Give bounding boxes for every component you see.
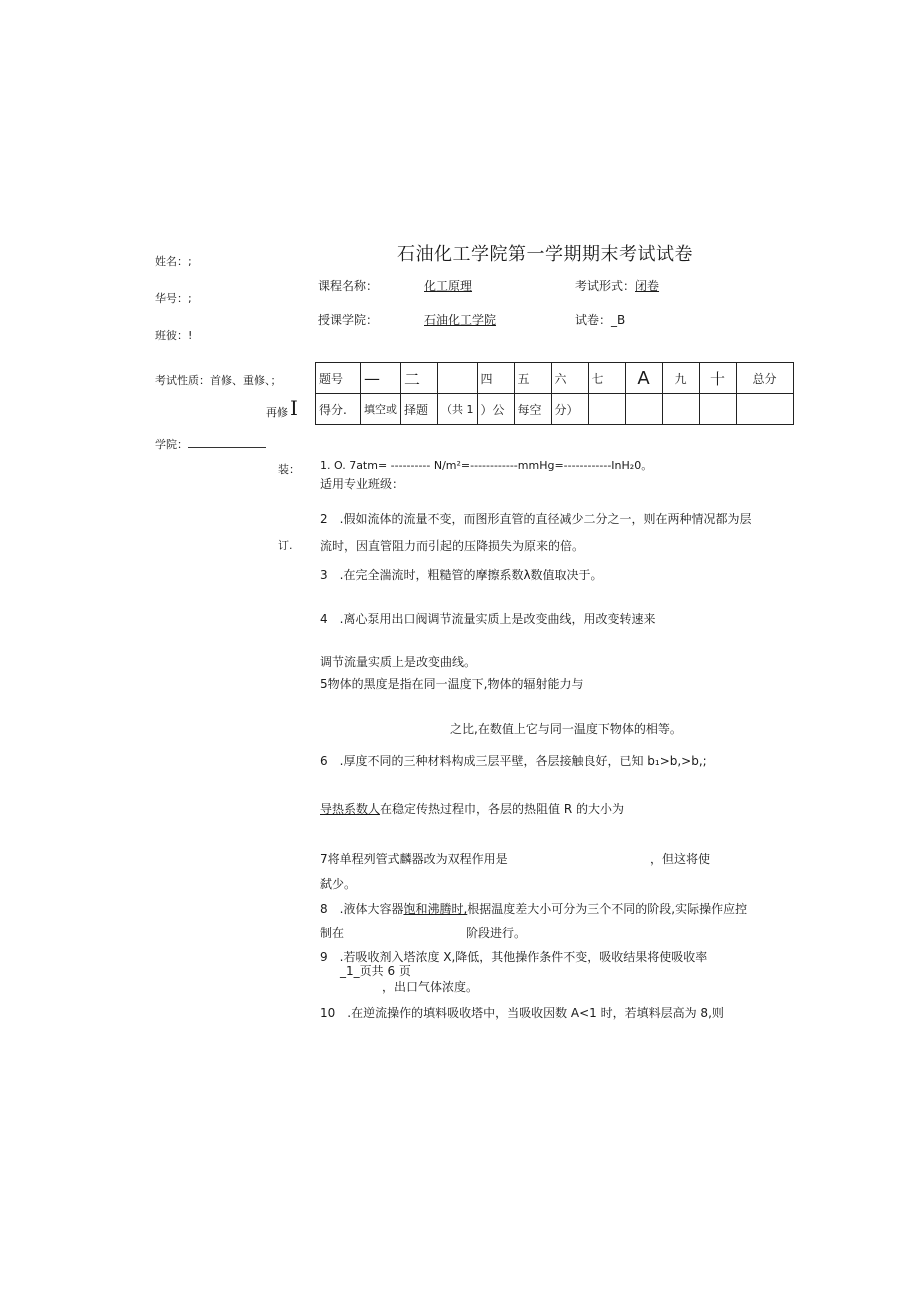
header-cell: 题号 bbox=[316, 363, 361, 394]
score-cell: 填空或 bbox=[361, 394, 401, 425]
college-label bbox=[155, 436, 266, 452]
question-7-line-2: 弑少。 bbox=[320, 877, 357, 891]
retake-mark: I bbox=[290, 396, 298, 420]
header-cell: — bbox=[361, 363, 401, 394]
header-cell: 四 bbox=[477, 363, 514, 394]
question-6-line-2 bbox=[320, 800, 624, 817]
course-name-value: 化工原理 bbox=[424, 279, 473, 293]
score-cell: （共 1 bbox=[438, 394, 478, 425]
score-cell: 分） bbox=[551, 394, 588, 425]
question-2-line-1: 2 .假如流体的流量不变，而图形直管的直径减少二分之一，则在两种情况都为层 bbox=[320, 512, 752, 526]
header-cell: A bbox=[625, 363, 662, 394]
question-7-line-1: 7将单程列管式麟器改为双程作用是 bbox=[320, 852, 508, 866]
header-cell: 十 bbox=[699, 363, 736, 394]
binding-mark-2: 订. bbox=[278, 539, 293, 552]
exam-nature-label: 考试性质：首修、重修、； bbox=[155, 374, 282, 387]
score-table bbox=[315, 362, 794, 425]
page-number: _1_页共 6 页 bbox=[340, 964, 411, 978]
college-blank bbox=[188, 437, 266, 448]
exam-form-label: 考试形式： bbox=[575, 279, 636, 293]
question-8-line-1 bbox=[320, 900, 747, 917]
question-8-line-2-end: 阶段进行。 bbox=[466, 926, 527, 940]
school-label: 授课学院： bbox=[318, 313, 379, 327]
question-3: 3 .在完全湍流时，粗糙管的摩擦系数λ数值取决于。 bbox=[320, 568, 603, 582]
question-6-line-1: 6 .厚度不同的三种材料构成三层平壁，各层接触良好，已知 b₁>b,>b,; bbox=[320, 754, 707, 768]
applicable-classes-label: 适用专业班级： bbox=[320, 477, 405, 491]
score-table-row-scores bbox=[316, 394, 794, 425]
score-table-row-questions bbox=[316, 363, 794, 394]
binding-mark-1: 装： bbox=[278, 463, 300, 476]
score-cell bbox=[662, 394, 699, 425]
course-name-label: 课程名称： bbox=[318, 279, 379, 293]
question-8-start: 8 .液体大容器 bbox=[320, 902, 404, 916]
class-label: 班彼：! bbox=[155, 329, 193, 342]
question-6-line-2-rest: 在稳定传热过程巾，各层的热阻值 R 的大小为 bbox=[380, 802, 624, 816]
score-cell: 每空 bbox=[514, 394, 551, 425]
college-label-text: 学院： bbox=[155, 438, 188, 451]
thermal-conductivity-term: 导热系数人 bbox=[320, 802, 381, 816]
question-9-line-1: 9 .若吸收剂入塔浓度 X,降低，其他操作条件不变，吸收结果将使吸收率 bbox=[320, 950, 708, 964]
question-7-line-1-end: ，但这将使 bbox=[650, 852, 711, 866]
header-cell: 二 bbox=[401, 363, 438, 394]
question-8-line-2-start: 制在 bbox=[320, 926, 345, 940]
retake-label: 再修 bbox=[266, 406, 288, 419]
question-4-line-2: 调节流量实质上是改变曲线。 bbox=[320, 655, 477, 669]
score-cell bbox=[588, 394, 625, 425]
header-cell: 七 bbox=[588, 363, 625, 394]
paper-type-label: 试卷：_B bbox=[575, 313, 626, 327]
header-cell: 九 bbox=[662, 363, 699, 394]
header-cell: 六 bbox=[551, 363, 588, 394]
question-8-rest: 根据温度差大小可分为三个不同的阶段,实际操作应控 bbox=[467, 902, 748, 916]
score-cell bbox=[699, 394, 736, 425]
question-9-line-2: ，出口气体浓度。 bbox=[382, 980, 479, 994]
question-8-underlined: 饱和沸腾时, bbox=[403, 902, 468, 916]
score-cell: 择题 bbox=[401, 394, 438, 425]
name-field-label: 姓名：; bbox=[155, 255, 192, 268]
question-2-line-2: 流时，因直管阻力而引起的压降损失为原来的倍。 bbox=[320, 539, 585, 553]
score-cell: 得分. bbox=[316, 394, 361, 425]
score-cell: ）公 bbox=[477, 394, 514, 425]
question-1: 1. O. 7atm= ---------- N∕m²=------------mmHg=------------InH₂0。 bbox=[320, 459, 653, 472]
exam-form bbox=[575, 277, 659, 294]
school-value: 石油化工学院 bbox=[424, 313, 497, 327]
page-title: 石油化工学院第一学期期末考试试卷 bbox=[397, 244, 693, 265]
header-cell bbox=[438, 363, 478, 394]
header-cell: 五 bbox=[514, 363, 551, 394]
question-4-line-1: 4 .离心泵用出口阀调节流量实质上是改变曲线，用改变转速来 bbox=[320, 612, 656, 626]
question-5-line-1: 5物体的黑度是指在同一温度下,物体的辐射能力与 bbox=[320, 677, 584, 691]
question-10-line-1: 10 .在逆流操作的填料吸收塔中，当吸收因数 A<1 时，若填料层高为 8,则 bbox=[320, 1006, 724, 1020]
score-cell bbox=[736, 394, 793, 425]
exam-form-value: 闭卷 bbox=[635, 279, 660, 293]
student-number-label: 华号：; bbox=[155, 292, 192, 305]
header-cell: 总分 bbox=[736, 363, 793, 394]
score-cell bbox=[625, 394, 662, 425]
question-5-line-2: 之比,在数值上它与同一温度下物体的相等。 bbox=[450, 722, 682, 736]
